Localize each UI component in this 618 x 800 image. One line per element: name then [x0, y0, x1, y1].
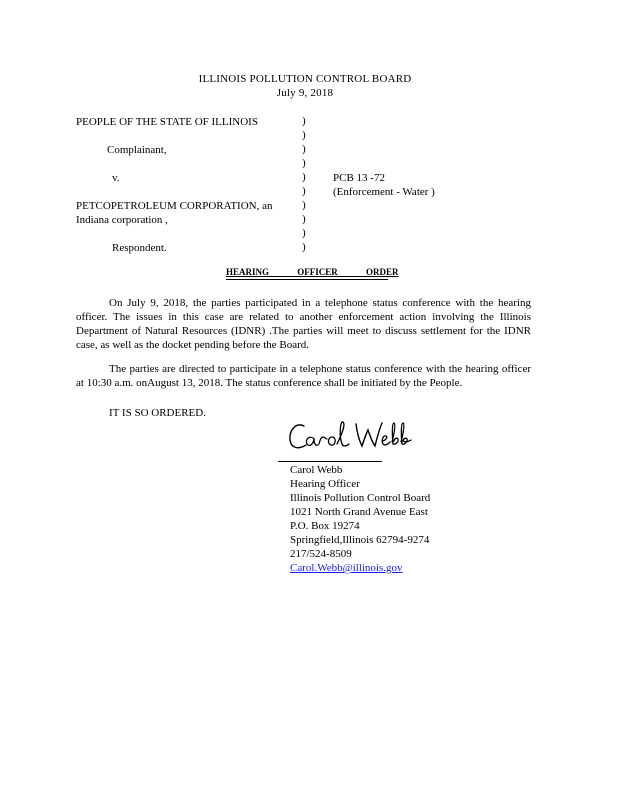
complainant-name: PEOPLE OF THE STATE OF ILLINOIS — [76, 116, 258, 128]
paren: ) — [302, 241, 306, 253]
signature-block — [290, 463, 430, 575]
paren: ) — [302, 199, 306, 211]
paren: ) — [302, 157, 306, 169]
paren: ) — [302, 227, 306, 239]
handwritten-signature — [286, 416, 416, 461]
paren: ) — [302, 115, 306, 127]
order-body — [76, 296, 531, 390]
closing-statement: IT IS SO ORDERED. — [109, 407, 206, 419]
city-state-zip: Springfield,Illinois 62794-9274 — [290, 534, 430, 546]
phone-number: 217/524-8509 — [290, 548, 352, 560]
case-type: (Enforcement - Water ) — [333, 186, 435, 198]
order-title-underline — [226, 279, 388, 280]
order-title: HEARING OFFICER ORDER — [226, 267, 399, 277]
caption-parentheses — [302, 114, 306, 254]
order-date: July 9, 2018 — [276, 87, 334, 99]
paren: ) — [302, 213, 306, 225]
paren: ) — [302, 185, 306, 197]
respondent-name-line2: Indiana corporation , — [76, 214, 168, 226]
agency-heading: ILLINOIS POLLUTION CONTROL BOARD — [198, 73, 412, 85]
officer-title: Hearing Officer — [290, 478, 360, 490]
paren: ) — [302, 143, 306, 155]
signature-line — [278, 461, 382, 462]
respondent-name-line1: PETCOPETROLEUM CORPORATION, an — [76, 200, 273, 212]
paragraph-status-conference: On July 9, 2018, the parties participated in a telephone status conference with the hearing officer. The issues in this case are related to another enforcement action involving the Illinois Department of Natural Resources (IDNR) .The parties will meet to discuss settlement for the IDNR case, as well as the docket pending before the Board. — [76, 297, 531, 351]
po-box: P.O. Box 19274 — [290, 520, 360, 532]
paren: ) — [302, 129, 306, 141]
street-address: 1021 North Grand Avenue East — [290, 506, 428, 518]
versus-label: v. — [112, 172, 120, 184]
case-number: PCB 13 -72 — [333, 172, 385, 184]
respondent-label: Respondent. — [112, 242, 167, 254]
organization: Illinois Pollution Control Board — [290, 492, 431, 504]
officer-name: Carol Webb — [290, 464, 343, 476]
email-link[interactable]: Carol.Webb@illinois.gov — [290, 562, 403, 574]
complainant-label: Complainant, — [107, 144, 167, 156]
paragraph-directive: The parties are directed to participate in a telephone status conference with the hearing officer at 10:30 a.m. onAugust 13, 2018. The status conference shall be initiated by the People. — [76, 363, 531, 389]
paren: ) — [302, 171, 306, 183]
